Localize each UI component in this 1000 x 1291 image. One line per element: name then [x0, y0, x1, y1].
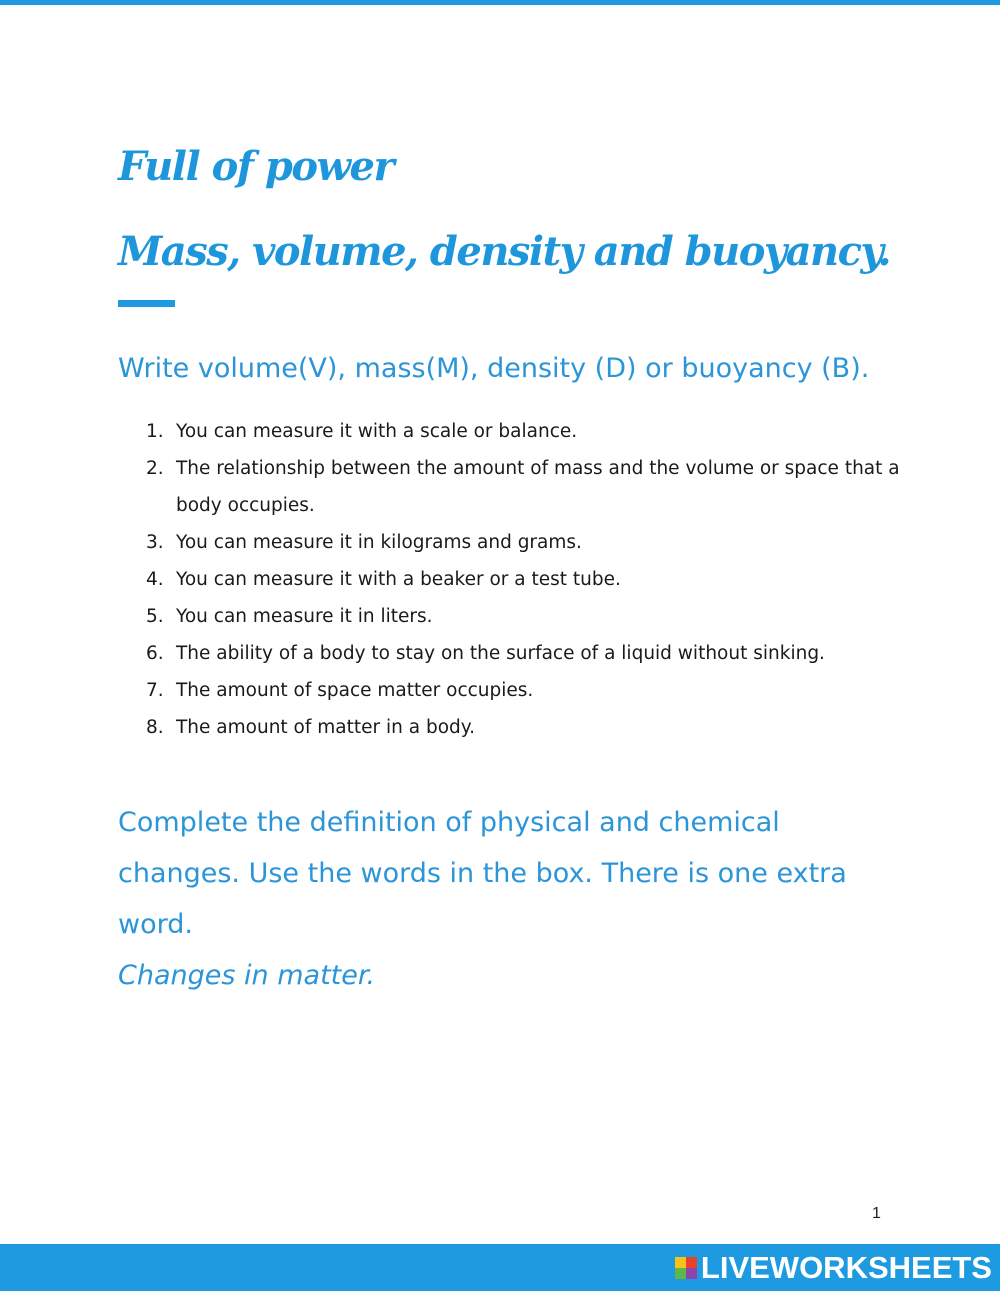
item-text: The relationship between the amount of mass and the volume or space that a body occupies.	[176, 458, 900, 516]
item-text: The amount of matter in a body.	[176, 717, 475, 738]
brand-link[interactable]	[675, 1250, 992, 1286]
section2-instruction: Complete the definition of physical and chemical changes. Use the words in the box. There is one extra word.	[118, 807, 847, 940]
list-item	[146, 635, 906, 672]
list-item	[146, 413, 906, 450]
item-number: 2.	[146, 458, 164, 479]
footer-bar	[0, 1244, 1000, 1291]
item-number: 6.	[146, 643, 164, 664]
list-item	[146, 561, 906, 598]
liveworksheets-logo-icon	[675, 1257, 697, 1279]
item-text: You can measure it in liters.	[176, 606, 433, 627]
page-subtitle: Mass, volume, density and buoyancy.	[118, 228, 891, 275]
item-text: The amount of space matter occupies.	[176, 680, 534, 701]
item-number: 4.	[146, 569, 164, 590]
page-title: Full of power	[118, 143, 394, 190]
list-item	[146, 672, 906, 709]
item-text: The ability of a body to stay on the surface of a liquid without sinking.	[176, 643, 825, 664]
page-number: 1	[872, 1205, 881, 1222]
section2-subheading: Changes in matter.	[118, 960, 376, 991]
title-underline	[118, 300, 175, 307]
top-accent-bar	[0, 0, 1000, 5]
brand-name: LIVEWORKSHEETS	[700, 1250, 992, 1285]
section1-instruction: Write volume(V), mass(M), density (D) or buoyancy (B).	[118, 353, 870, 384]
list-item	[146, 450, 906, 524]
item-number: 7.	[146, 680, 164, 701]
question-list	[146, 413, 906, 746]
list-item	[146, 598, 906, 635]
item-number: 1.	[146, 421, 164, 442]
list-item	[146, 524, 906, 561]
item-text: You can measure it with a beaker or a test tube.	[176, 569, 621, 590]
item-text: You can measure it with a scale or balance.	[176, 421, 578, 442]
item-number: 5.	[146, 606, 164, 627]
list-item	[146, 709, 906, 746]
item-number: 8.	[146, 717, 164, 738]
item-number: 3.	[146, 532, 164, 553]
item-text: You can measure it in kilograms and grams.	[176, 532, 582, 553]
